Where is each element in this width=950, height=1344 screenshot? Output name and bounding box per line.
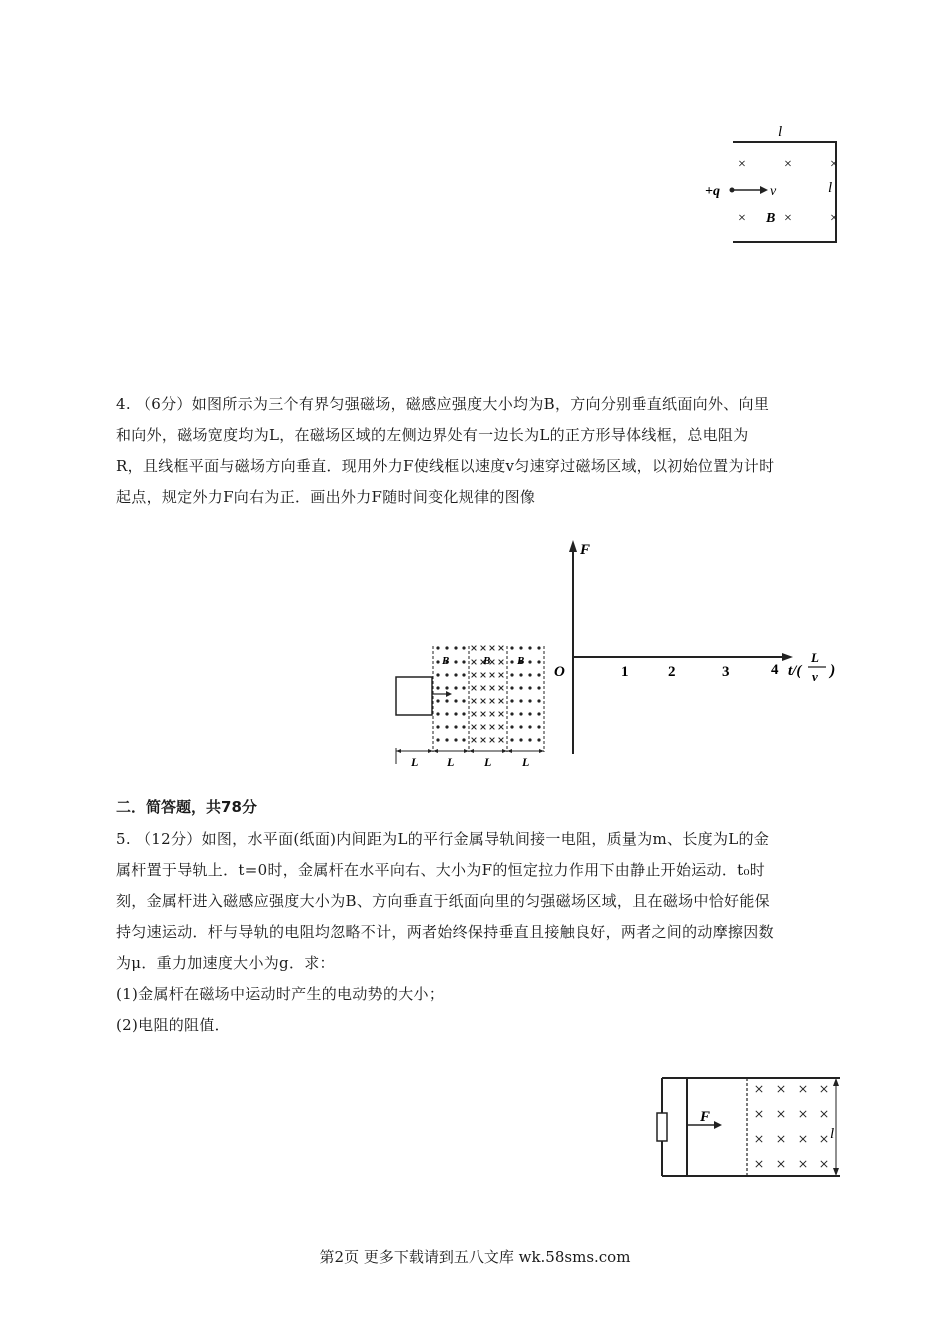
field-dot [528,673,531,676]
field-cross [499,699,504,704]
field-cross [499,725,504,730]
field-cross [481,712,486,717]
x-tick: 3 [722,664,730,680]
field-cross [481,725,486,730]
field-cross [490,673,495,678]
field-dot [537,712,540,715]
region-1-label: B [442,655,450,667]
page-footer: 第2页 更多下载请到五八文库 wk.58sms.com [319,1248,631,1266]
field-cross [472,699,477,704]
field-dot [510,712,513,715]
field-dot [528,712,531,715]
field-cross [800,1136,806,1142]
field-dot [510,660,513,663]
force-label: F [700,1109,711,1125]
field-crosses [756,1086,827,1167]
field-cross [821,1161,827,1167]
width-label: L [447,755,455,769]
field-dot [436,712,439,715]
region-2-label: B [483,655,491,667]
field-cross [490,712,495,717]
field-dot [537,725,540,728]
q4-line: 和向外，磁场宽度均为L，在磁场区域的左侧边界处有一边长为L的正方形导体线框，总电阻为 [116,426,749,444]
field-cross [756,1111,762,1117]
q5-line: 持匀速运动．杆与导轨的电阻均忽略不计，两者始终保持垂直且接触良好，两者之间的动摩擦因数 [116,923,774,941]
field-cross [756,1136,762,1142]
section-title: 二．简答题，共78分 [116,798,257,816]
field-cross [472,660,477,665]
field-cross [499,738,504,743]
field-dot [519,673,522,676]
q4-line: R，且线框平面与磁场方向垂直．现用外力F使线框以速度v匀速穿过磁场区域，以初始位置为计时 [116,457,775,475]
field-dot [510,725,513,728]
field-cross [490,686,495,691]
figure-charge-in-field [700,118,850,246]
field-dot [537,660,540,663]
field-dot [436,699,439,702]
y-axis-label: F [580,542,591,558]
field-dot [454,686,457,689]
field-cross [756,1161,762,1167]
question-5 [116,824,846,1041]
field-dot [436,686,439,689]
field-dot [528,699,531,702]
field-dot [454,712,457,715]
region-3-label: B [517,655,525,667]
field-cross [481,738,486,743]
field-cross [481,699,486,704]
field-cross [490,646,495,651]
width-label: L [522,755,530,769]
field-dot [436,738,439,741]
field-dot [519,686,522,689]
field-dot [537,699,540,702]
q5-line: 5. （12分）如图，水平面(纸面)内间距为L的平行金属导轨间接一电阻，质量为m、长度为L的金 [116,830,770,848]
label-right-l: l [828,180,833,196]
field-cross [499,673,504,678]
field-cross [778,1136,784,1142]
field-dot [445,725,448,728]
field-cross [800,1111,806,1117]
q5-line: 为μ．重力加速度大小为g．求： [116,954,335,972]
origin-label: O [554,664,565,680]
field-dot [454,725,457,728]
q5-line: (2)电阻的阻值． [116,1016,230,1034]
field-dot [462,699,465,702]
field-cross [472,712,477,717]
label-top-l: l [778,124,783,140]
cross-mark: × [738,157,746,172]
x-axis-label-num: L [811,650,819,665]
field-dot [510,646,513,649]
q5-line: 属杆置于导轨上．t=0时，金属杆在水平向右、大小为F的恒定拉力作用下由静止开始运动．t₀时 [116,861,766,879]
field-dot [445,738,448,741]
field-cross [490,738,495,743]
field-cross [499,712,504,717]
field-dot [537,673,540,676]
field-dot [519,712,522,715]
field-cross [472,738,477,743]
field-cross [499,660,504,665]
field-dot [436,646,439,649]
field-dot [519,646,522,649]
x-tick: 2 [668,664,676,680]
q5-line: (1)金属杆在磁场中运动时产生的电动势的大小； [116,985,445,1003]
field-dot [462,712,465,715]
field-cross [756,1086,762,1092]
field-cross [490,725,495,730]
cross-mark: × [738,211,746,226]
field-dot [510,673,513,676]
field-dot [445,699,448,702]
field-dot [519,725,522,728]
field-dot [454,738,457,741]
field-cross [472,646,477,651]
field-cross [800,1161,806,1167]
field-cross [778,1086,784,1092]
field-dot [528,725,531,728]
field-dot [528,686,531,689]
velocity-label: v [770,184,777,199]
field-dot [436,660,439,663]
width-label: l [830,1126,835,1142]
field-dot [454,660,457,663]
figure-field-regions-and-axes [390,538,850,772]
field-dot [445,686,448,689]
field-dot [519,738,522,741]
field-dot [537,738,540,741]
field-cross [821,1086,827,1092]
field-cross [472,725,477,730]
field-dot [528,660,531,663]
field-cross [481,673,486,678]
field-dot [462,738,465,741]
field-cross [472,673,477,678]
field-cross [472,686,477,691]
field-dot [436,725,439,728]
field-dot [519,699,522,702]
field-cross [490,699,495,704]
x-axis-label-den: v [812,669,818,684]
field-dot [528,738,531,741]
field-dot [454,699,457,702]
field-cross [778,1111,784,1117]
field-cross [499,686,504,691]
field-dot [537,686,540,689]
cross-mark: × [784,211,792,226]
field-dot [510,686,513,689]
field-cross [499,646,504,651]
field-cross [821,1111,827,1117]
field-dot [510,699,513,702]
field-dot [510,738,513,741]
field-dot [462,646,465,649]
field-dot [462,673,465,676]
width-label: L [411,755,419,769]
field-cross [481,646,486,651]
figure-rails-and-rod [650,1072,850,1182]
question-4 [116,389,846,513]
field-dot [528,646,531,649]
field-cross [778,1161,784,1167]
cross-mark: × [830,211,838,226]
field-cross [800,1086,806,1092]
x-axis-label-suffix: ) [830,662,836,679]
resistor [657,1113,667,1141]
field-dot [537,646,540,649]
q4-line: 4. （6分）如图所示为三个有界匀强磁场，磁感应强度大小均为B，方向分别垂直纸面向外、向里 [116,395,770,413]
field-dot [454,646,457,649]
field-cross [821,1136,827,1142]
q4-line: 起点，规定外力F向右为正．画出外力F随时间变化规律的图像 [116,488,536,506]
field-dot [454,673,457,676]
q5-line: 刻，金属杆进入磁感应强度大小为B、方向垂直于纸面向里的匀强磁场区域，且在磁场中恰好能保 [116,892,770,910]
field-dot [445,646,448,649]
field-cross [481,686,486,691]
cross-mark: × [830,157,838,172]
x-tick: 1 [621,664,629,680]
width-label: L [484,755,492,769]
field-dot [462,725,465,728]
charge-label: +q [705,184,720,199]
field-label: B [766,211,776,226]
field-dot [462,686,465,689]
field-dot [445,712,448,715]
x-axis-label-prefix: t/( [788,663,802,679]
field-dot [445,673,448,676]
square-wire-frame [396,677,432,715]
field-dot [462,660,465,663]
x-tick: 4 [771,662,779,678]
cross-mark: × [784,157,792,172]
field-dot [436,673,439,676]
